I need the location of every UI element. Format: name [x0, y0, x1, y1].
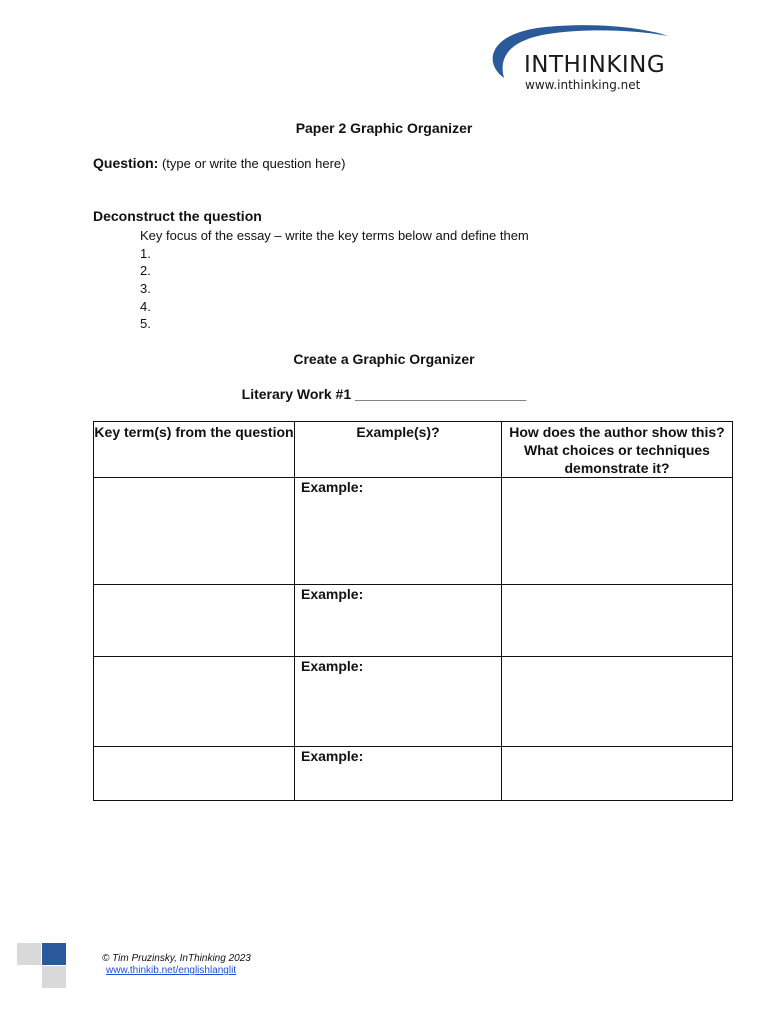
page-title: Paper 2 Graphic Organizer: [295, 120, 473, 136]
logo-url: www.inthinking.net: [525, 78, 641, 92]
table-header-row: [94, 422, 733, 478]
technique-cell[interactable]: [502, 657, 733, 747]
table-row: [94, 585, 733, 657]
deconstruct-instruction: Key focus of the essay – write the key terms below and define them: [140, 228, 529, 243]
footer-square-blue: [42, 943, 66, 965]
logo-wordmark: INTHINKING: [524, 52, 666, 78]
example-label: Example:: [301, 658, 364, 674]
list-item: 3.: [140, 281, 151, 296]
list-item: 5.: [140, 316, 151, 331]
graphic-organizer-table: [93, 421, 733, 801]
example-label: Example:: [301, 586, 364, 602]
footer-credit: © Tim Pruzinsky, InThinking 2023: [102, 953, 251, 964]
footer-square-grey: [42, 966, 66, 988]
table-row: [94, 747, 733, 801]
literary-work-line: Literary Work #1 ______________________: [241, 386, 527, 402]
example-label: Example:: [301, 748, 364, 764]
technique-cell[interactable]: [502, 747, 733, 801]
list-item: 1.: [140, 246, 151, 261]
key-term-cell[interactable]: [94, 747, 295, 801]
list-item: 4.: [140, 299, 151, 314]
question-placeholder: (type or write the question here): [158, 156, 346, 171]
table-row: [94, 478, 733, 585]
question-line: [93, 155, 346, 171]
technique-cell[interactable]: [502, 585, 733, 657]
footer-square-grey: [17, 943, 41, 965]
example-cell[interactable]: [295, 657, 502, 747]
column-header-key-terms: Key term(s) from the question: [94, 422, 295, 478]
key-term-cell[interactable]: [94, 585, 295, 657]
key-term-cell[interactable]: [94, 657, 295, 747]
column-header-examples: Example(s)?: [295, 422, 502, 478]
inthinking-logo: [486, 22, 670, 98]
question-label: Question:: [93, 155, 159, 171]
example-cell[interactable]: [295, 747, 502, 801]
example-label: Example:: [301, 479, 364, 495]
table-row: [94, 657, 733, 747]
column-header-author-choices: How does the author show this? What choices or techniques demonstrate it?: [502, 422, 733, 478]
example-cell[interactable]: [295, 585, 502, 657]
key-term-cell[interactable]: [94, 478, 295, 585]
deconstruct-heading: Deconstruct the question: [93, 208, 262, 224]
organizer-heading: Create a Graphic Organizer: [293, 351, 475, 367]
list-item: 2.: [140, 263, 151, 278]
example-cell[interactable]: [295, 478, 502, 585]
footer-link[interactable]: www.thinkib.net/englishlanglit: [106, 965, 237, 976]
technique-cell[interactable]: [502, 478, 733, 585]
